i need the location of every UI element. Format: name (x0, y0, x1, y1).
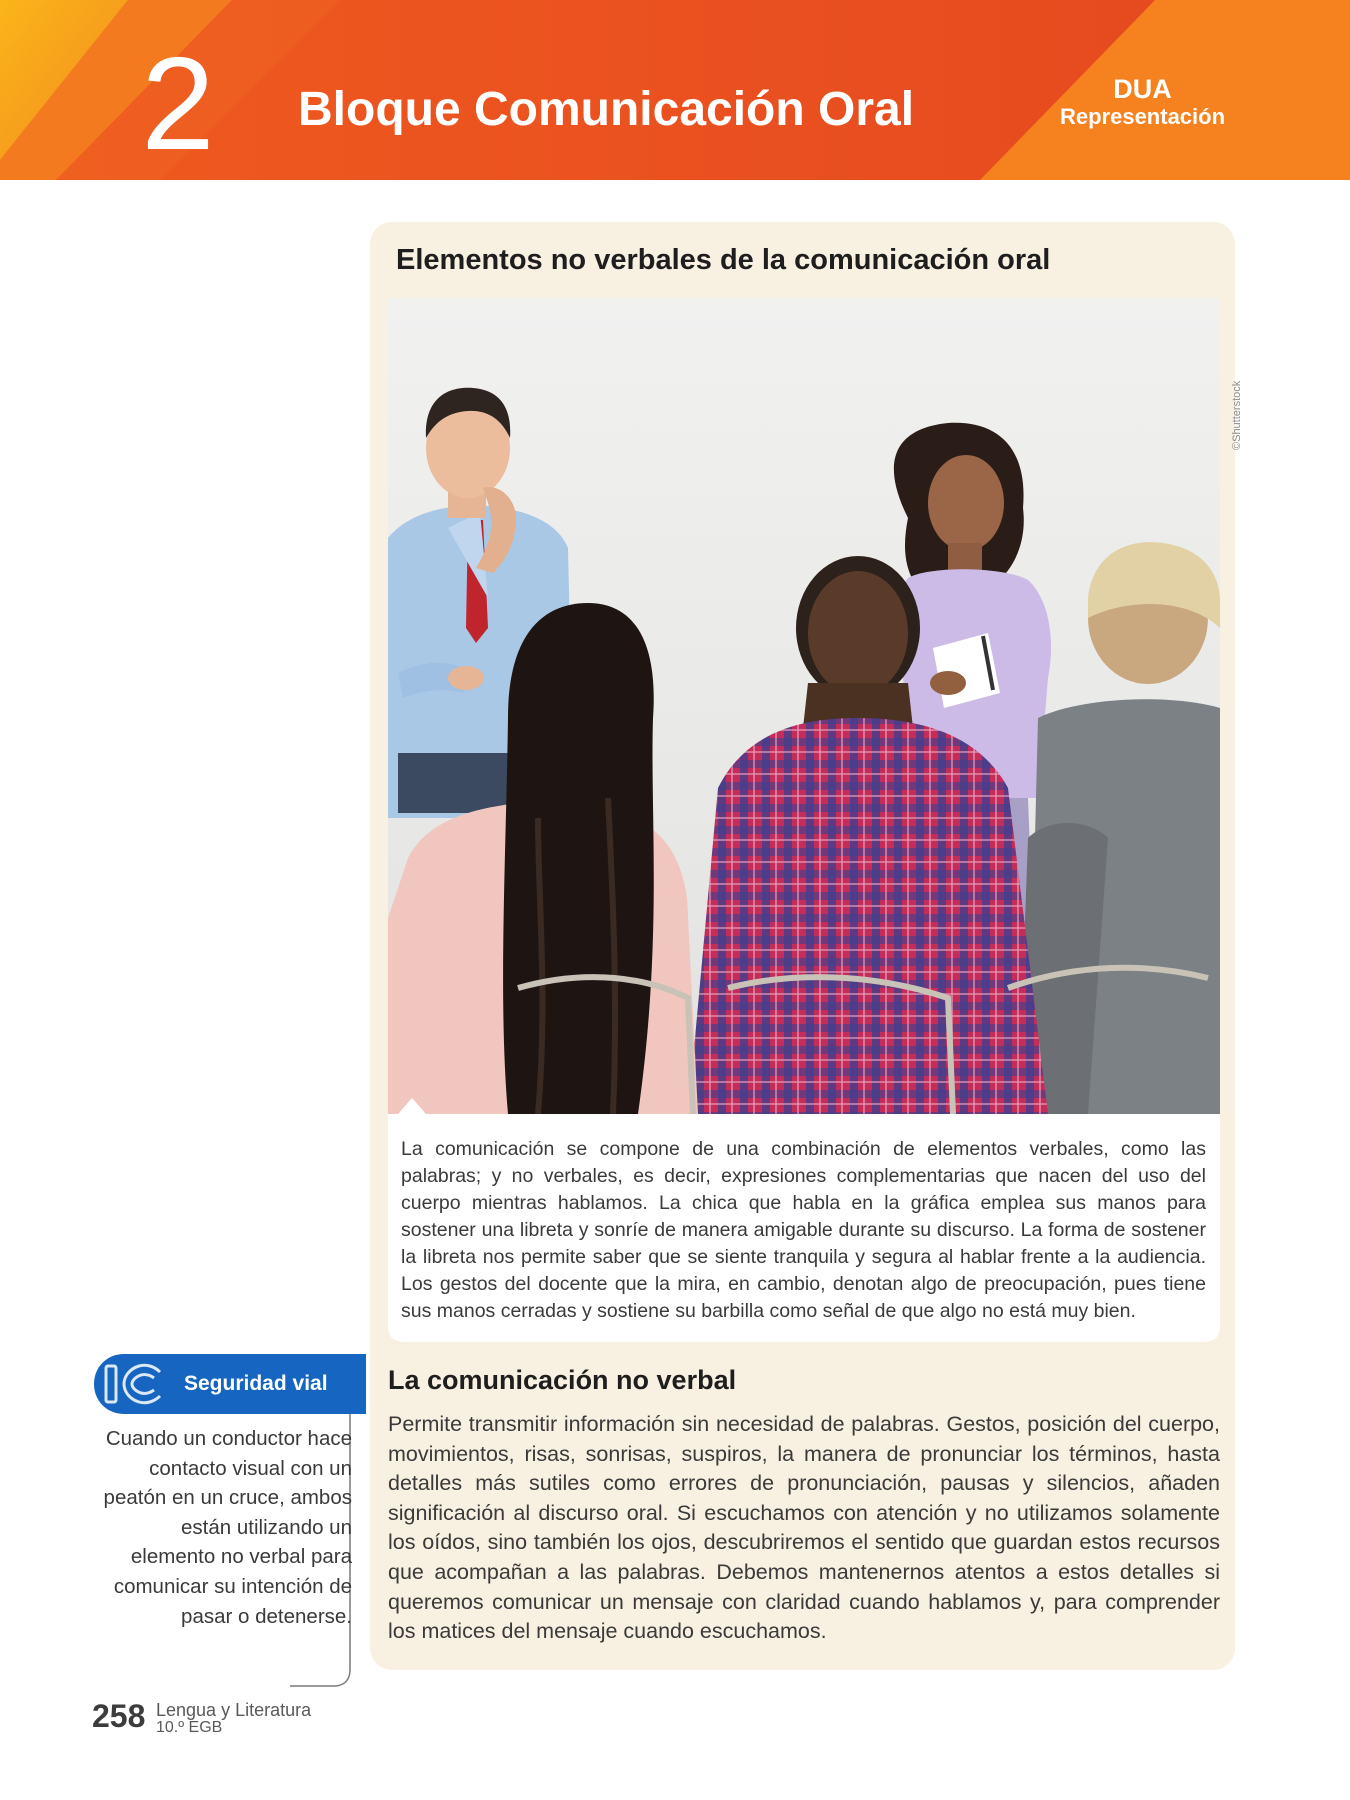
dua-tag (1040, 74, 1245, 130)
image-credit-text: ©Shutterstock (1231, 380, 1243, 450)
dua-subtitle: Representación (1059, 104, 1226, 129)
chapter-number: 2 (141, 30, 215, 177)
dua-title: DUA (1113, 74, 1172, 104)
page-number: 258 (92, 1698, 146, 1734)
sidebar-header (94, 1354, 366, 1414)
footer-subject: Lengua y Literatura (156, 1700, 312, 1720)
sidebar-title: Seguridad vial (184, 1372, 328, 1395)
block-title: Bloque Comunicación Oral (298, 83, 915, 136)
footer-grade: 10.º EGB (156, 1719, 223, 1736)
subsection-title: La comunicación no verbal (388, 1365, 737, 1395)
chapter-header (0, 0, 1350, 180)
photo-caption-box (388, 1114, 1220, 1342)
body-paragraph: Permite transmitir información sin necesidad de palabras. Gestos, posición del cuerpo, movimientos, risas, sonrisas, suspiros, la manera de pronunciar los términos, hasta detalles más sutiles como errores de pronunciación, pausas y silencios, añaden significación al discurso oral. Si escuchamos con atención y no utilizamos solamente los oídos, sino también los ojos, descubriremos el sentido que guardan estos recursos que acompañan a las palabras. Debemos mantenernos atentos a estos detalles si queremos comunicar un mensaje con claridad cuando hablamos y, para comprender los matices del mensaje cuando escuchamos. (388, 1412, 1220, 1644)
section-title: Elementos no verbales de la comunicación oral (396, 244, 1051, 276)
sidebar-text: Cuando un conductor hace contacto visual con un peatón en un cruce, ambos están utilizando un elemento no verbal para comunicar su intención de pasar o detenerse. (103, 1427, 352, 1628)
classroom-photo (388, 298, 1220, 1114)
image-credit (1230, 300, 1244, 450)
photo-caption: La comunicación se compone de una combinación de elementos verbales, como las palabras; y no verbales, es decir, expresiones complementarias que nacen del uso del cuerpo mientras hablamos. La chica que habla en la gráfica emplea sus manos para sostener una libreta y sonríe de manera amigable durante su discurso. La forma de sostener la libreta nos permite saber que se siente tranquila y segura al hablar frente a la audiencia. Los gestos del docente que la mira, en cambio, denotan algo de preocupación, pues tiene sus manos cerradas y sostiene su barbilla como señal de que algo no está muy bien. (401, 1138, 1206, 1322)
